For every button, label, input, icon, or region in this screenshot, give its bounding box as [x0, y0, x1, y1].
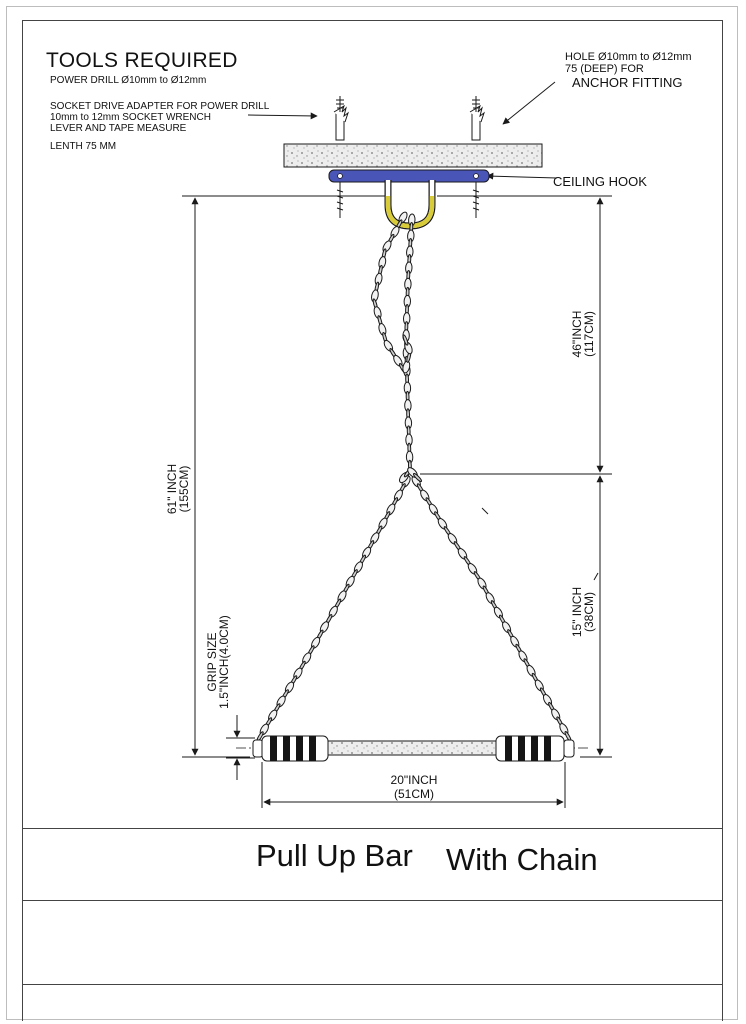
hole-leader-arrow [503, 82, 555, 124]
end-cap-right [564, 740, 574, 757]
dim-text: 46"INCH [570, 310, 584, 358]
wall-anchor-right [470, 96, 484, 140]
width-label [388, 773, 440, 801]
lower-length-label [571, 582, 595, 642]
hole-note-line: ANCHOR FITTING [572, 75, 683, 90]
product-title: Pull Up Bar [256, 838, 413, 873]
grip-size-label [206, 612, 230, 712]
screw-left [337, 182, 343, 218]
chain-left-leg [256, 475, 412, 742]
chain-right-leg [410, 475, 572, 742]
dim-text: (38CM) [582, 592, 596, 633]
tools-line: LENTH 75 MM [50, 141, 117, 152]
tools-line: SOCKET DRIVE ADAPTER FOR POWER DRILL [50, 101, 270, 112]
dim-text: (155CM) [177, 465, 191, 513]
wall-anchor-left [334, 96, 348, 140]
ceiling-hook-leader-arrow [487, 176, 557, 178]
dim-text: (117CM) [582, 311, 596, 357]
hole-note-line: HOLE Ø10mm to Ø12mm [565, 51, 692, 63]
ceiling-hook-label: CEILING HOOK [553, 174, 647, 189]
chain-assembly [256, 211, 572, 742]
tools-leader-arrow [248, 115, 317, 116]
pull-up-bar [253, 736, 574, 761]
total-height-label [166, 454, 190, 524]
dim-text: 1.5"INCH(4.0CM) [217, 615, 231, 709]
bar-shaft [328, 741, 496, 755]
tools-line: POWER DRILL Ø10mm to Ø12mm [50, 75, 207, 86]
tools-title: TOOLS REQUIRED [46, 49, 238, 72]
ceiling-slab [284, 144, 542, 167]
dim-text: 15" INCH [570, 586, 584, 638]
hole-note-line: 75 (DEEP) FOR [565, 63, 644, 75]
product-subtitle: With Chain [446, 842, 598, 877]
dim-text: GRIP SIZE [205, 632, 219, 692]
dim-text: 61" INCH [165, 463, 179, 515]
dimension-lines [182, 196, 612, 808]
chain-upper-left-strand [370, 211, 408, 374]
screw-right [473, 182, 479, 218]
dim-text: (51CM) [393, 787, 434, 801]
tools-line: LEVER AND TAPE MEASURE [50, 123, 187, 134]
tools-line: 10mm to 12mm SOCKET WRENCH [50, 112, 211, 123]
ceiling-hook-plate [329, 170, 489, 182]
upper-length-label [571, 302, 595, 366]
dim-text: 20"INCH [390, 773, 438, 787]
